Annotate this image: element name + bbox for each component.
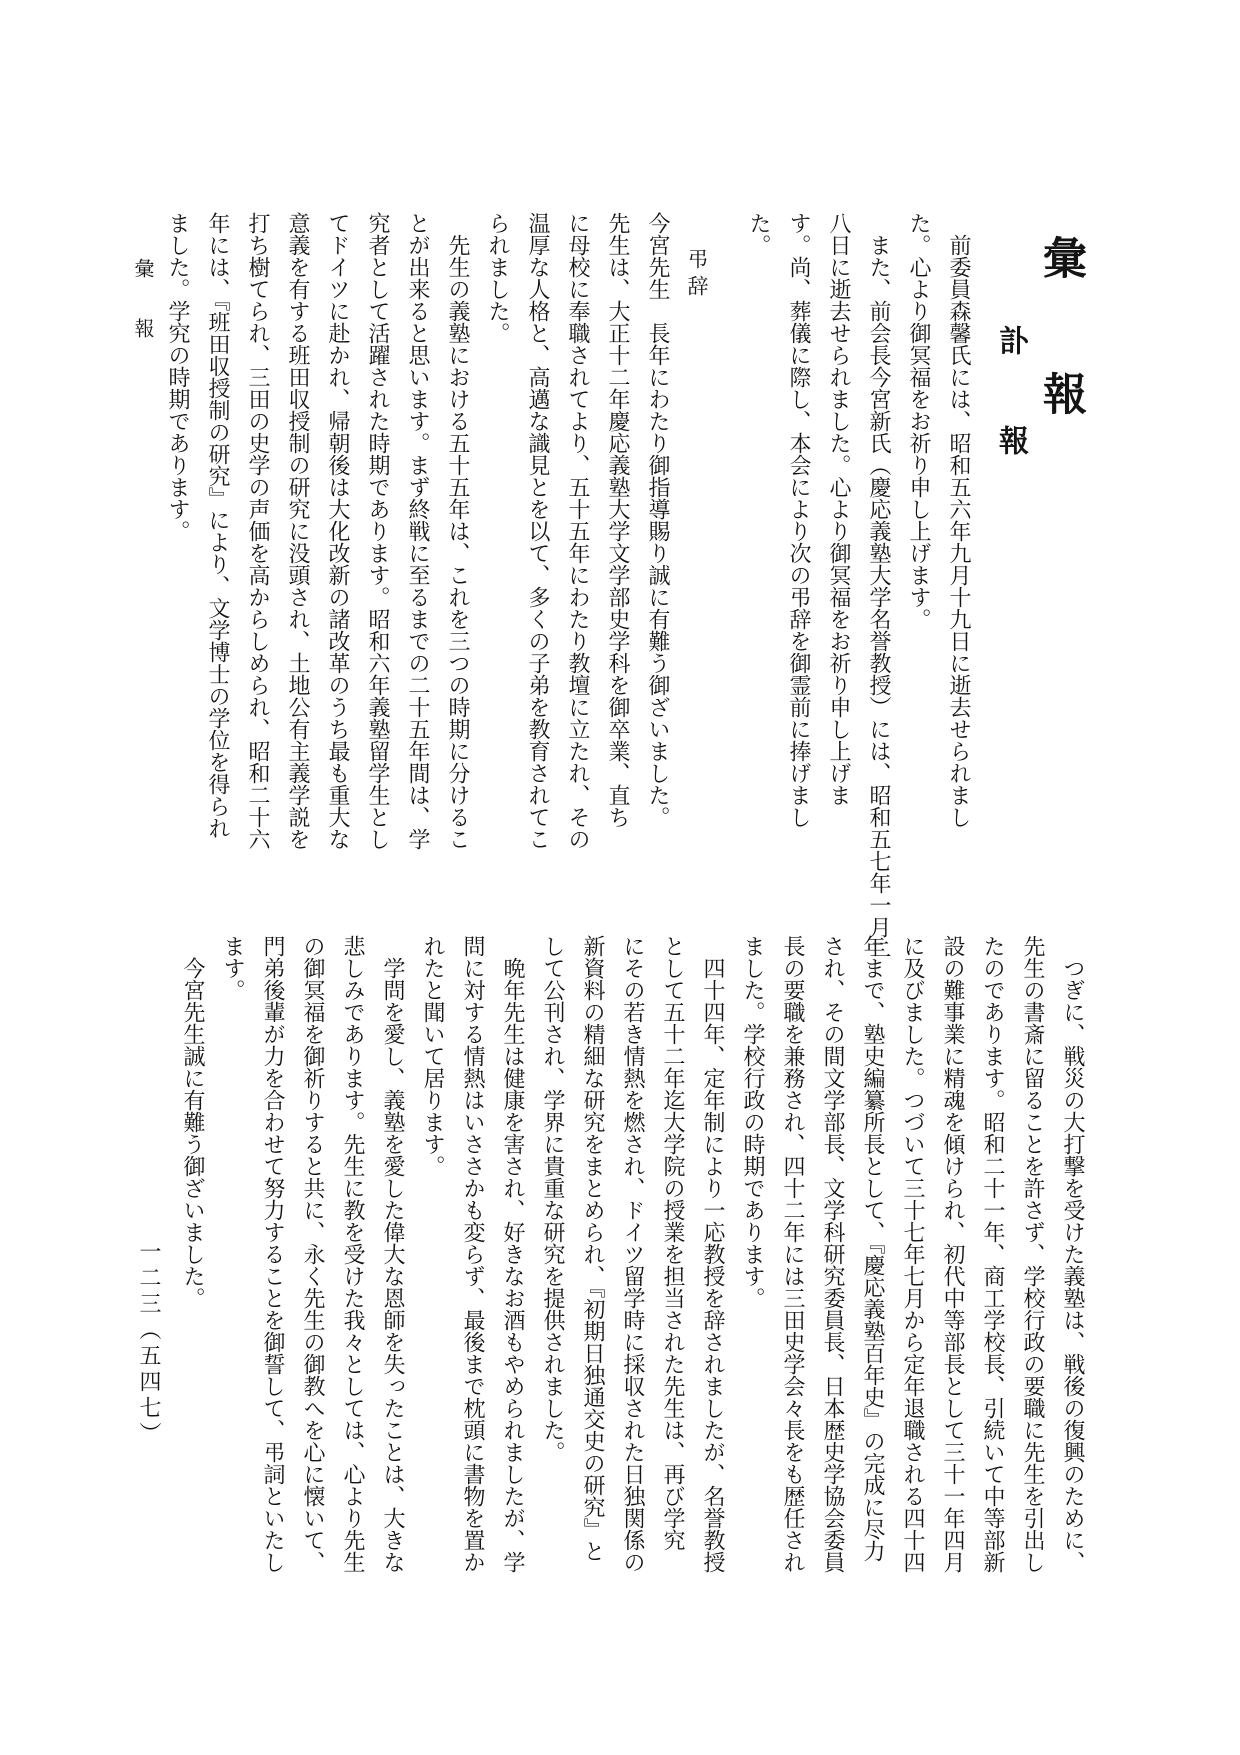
text-column: た。心より御冥福をお祈り申し上げます。 <box>906 212 931 630</box>
text-column: ます。 <box>220 935 245 1001</box>
text-column: され、その間文学部長、文学科研究委員長、日本歴史学協会委員 <box>820 935 845 1573</box>
running-title: 彙報 <box>131 258 155 378</box>
text-column: 長の要職を兼務され、四十二年には三田史学会々長をも歴任され <box>780 935 805 1573</box>
obituary-heading: 訃 報 <box>993 325 1028 475</box>
text-column: の御冥福を御祈りすると共に、永く先生の御教へを心に懐いて、 <box>300 935 325 1573</box>
text-column: とが出来ると思います。まず終戦に至るまでの二十五年間は、学 <box>405 212 430 850</box>
text-column: 問に対する情熱はいささかも変らず、最後まで枕頭に書物を置か <box>460 935 485 1573</box>
text-column: 年まで、塾史編纂所長として、『慶応義塾百年史』の完成に尽力 <box>860 935 885 1562</box>
eulogy-heading: 弔辞 <box>685 248 709 302</box>
text-column: して公刊され、学界に貴重な研究を提供されました。 <box>540 935 565 1463</box>
text-column: 新資料の精細な研究をまとめられ、『初期日独通交史の研究』と <box>580 935 605 1562</box>
text-column: として五十二年迄大学院の授業を担当された先生は、再び学究 <box>660 935 685 1551</box>
text-column: ました。学究の時期であります。 <box>165 212 190 542</box>
text-column: 学問を愛し、義塾を愛した偉大な恩師を失ったことは、大きな <box>380 957 405 1573</box>
text-column: ました。学校行政の時期であります。 <box>740 935 765 1309</box>
page-number: 一二三（五四七） <box>136 1240 161 1448</box>
text-column: れたと聞いて居ります。 <box>420 935 445 1177</box>
text-column: に母校に奉職されてより、五十五年にわたり教壇に立たれ、その <box>565 212 590 850</box>
eulogy-text-upper <box>157 212 677 862</box>
text-column: にその若き情熱を燃され、ドイツ留学時に採収された日独関係の <box>620 935 645 1573</box>
text-column: てドイツに赴かれ、帰朝後は大化改新の諸改革のうち最も重大な <box>325 212 350 850</box>
text-column: 悲しみであります。先生に教を受けた我々としては、心より先生 <box>340 935 365 1573</box>
text-column: た。 <box>746 212 771 256</box>
text-column: 四十四年、定年制により一応教授を辞されましたが、名誉教授 <box>700 957 725 1573</box>
eulogy-text-lower <box>172 935 1092 1585</box>
text-column: 今宮先生誠に有難う御ざいました。 <box>180 957 205 1309</box>
text-column: つぎに、戦災の大打撃を受けた義塾は、戦後の復興のために、 <box>1060 957 1085 1573</box>
text-column: 先生の書斎に留ることを許さず、学校行政の要職に先生を引出し <box>1020 935 1045 1573</box>
text-column: 先生の義塾における五十五年は、これを三つの時期に分けるこ <box>445 234 470 850</box>
text-column: 八日に逝去せられました。心より御冥福をお祈り申し上げま <box>826 212 851 806</box>
text-column: 設の難事業に精魂を傾けられ、初代中等部長として三十一年四月 <box>940 935 965 1573</box>
text-column: 先生は、大正十二年慶応義塾大学文学部史学科を御卒業、直ち <box>605 212 630 828</box>
text-column: に及びました。つづいて三十七年七月から定年退職される四十四 <box>900 935 925 1573</box>
text-column: 意義を有する班田収授制の研究に没頭され、土地公有主義学説を <box>285 212 310 850</box>
text-column: また、前会長今宮新氏（慶応義塾大学名誉教授）には、昭和五七年一月二 <box>866 234 891 960</box>
text-column: 究者として活躍された時期であります。昭和六年義塾留学生とし <box>365 212 390 850</box>
text-column: 今宮先生 長年にわたり御指導賜り誠に有難う御ざいました。 <box>645 212 670 828</box>
text-column: 門弟後輩が力を合わせて努力することを御誓して、弔詞といたし <box>260 935 285 1573</box>
text-column: 年には、『班田収授制の研究』により、文学博士の学位を得られ <box>205 212 230 839</box>
text-column: られました。 <box>485 212 510 344</box>
text-column: 前委員森馨氏には、昭和五六年九月十九日に逝去せられまし <box>946 234 971 828</box>
text-column: 温厚な人格と、高邁な識見とを以て、多くの子弟を教育されてこ <box>525 212 550 850</box>
text-column: たのであります。昭和二十一年、商工学校長、引続いて中等部新 <box>980 935 1005 1573</box>
text-column: 晩年先生は健康を害され、好きなお酒もやめられましたが、学 <box>500 957 525 1573</box>
obituary-notice <box>738 212 978 960</box>
text-column: 打ち樹てられ、三田の史学の声価を高からしめられ、昭和二十六 <box>245 212 270 850</box>
text-column: す。尚、葬儀に際し、本会により次の弔辞を御霊前に捧げまし <box>786 212 811 828</box>
page-title: 彙 報 <box>1035 235 1086 439</box>
